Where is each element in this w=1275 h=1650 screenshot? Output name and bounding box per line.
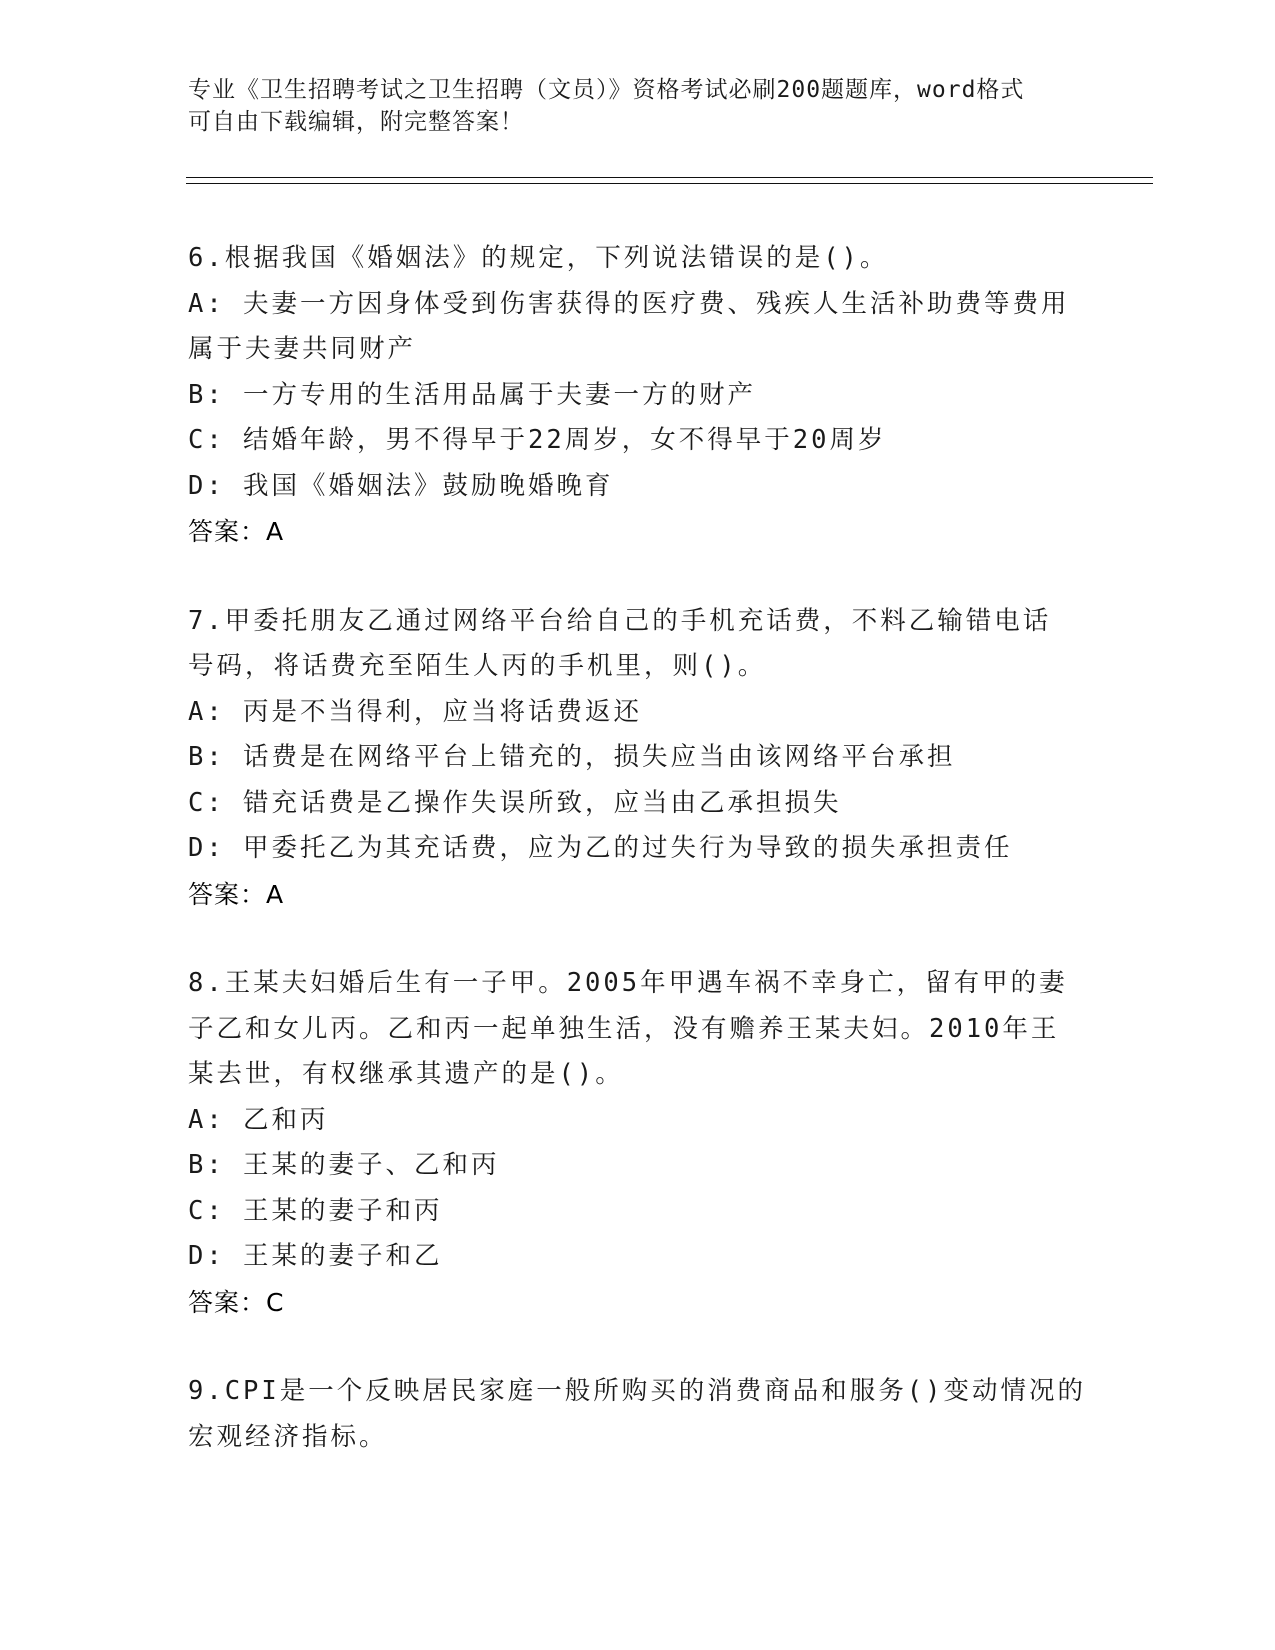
header-divider-top [186, 177, 1153, 178]
question-stem-continued: 号码，将话费充至陌生人丙的手机里，则()。 [188, 651, 767, 681]
option-b: B: 王某的妻子、乙和丙 [188, 1150, 500, 1180]
option-a: A: 夫妻一方因身体受到伤害获得的医疗费、残疾人生活补助费等费用 [188, 288, 1070, 319]
question-stem-continued: 某去世，有权继承其遗产的是()。 [188, 1059, 624, 1089]
option-a-continued: 属于夫妻共同财产 [188, 334, 417, 364]
answer-label: 答案：C [188, 1287, 285, 1317]
option-b: B: 一方专用的生活用品属于夫妻一方的财产 [188, 379, 757, 410]
answer-label: 答案：A [188, 517, 285, 546]
question-stem: 9.CPI是一个反映居民家庭一般所购买的消费商品和服务()变动情况的 [188, 1376, 1086, 1406]
question-stem-continued: 子乙和女儿丙。乙和丙一起单独生活，没有赡养王某夫妇。2010年王 [188, 1013, 1060, 1044]
option-d: D: 我国《婚姻法》鼓励晚婚晚育 [188, 470, 614, 501]
header-line-2: 可自由下载编辑，附完整答案！ [188, 109, 524, 135]
question-stem: 7.甲委托朋友乙通过网络平台给自己的手机充话费，不料乙输错电话 [188, 605, 1052, 636]
option-a: A: 乙和丙 [188, 1104, 329, 1135]
option-b: B: 话费是在网络平台上错充的，损失应当由该网络平台承担 [188, 742, 956, 772]
option-c: C: 错充话费是乙操作失误所致，应当由乙承担损失 [188, 787, 842, 818]
document-header [188, 74, 1068, 138]
question-stem: 8.王某夫妇婚后生有一子甲。2005年甲遇车祸不幸身亡，留有甲的妻 [188, 968, 1068, 998]
header-divider-bottom [186, 183, 1153, 184]
option-c: C: 结婚年龄，男不得早于22周岁，女不得早于20周岁 [188, 425, 887, 455]
question-8 [188, 961, 1088, 1325]
question-stem-continued: 宏观经济指标。 [188, 1421, 388, 1452]
question-7 [188, 599, 1088, 918]
option-d: D: 王某的妻子和乙 [188, 1241, 443, 1271]
question-6 [188, 236, 1088, 555]
header-line-1: 专业《卫生招聘考试之卫生招聘（文员）》资格考试必刷200题题库，word格式 [188, 77, 1025, 103]
option-d: D: 甲委托乙为其充话费，应为乙的过失行为导致的损失承担责任 [188, 833, 1013, 863]
question-9 [188, 1369, 1088, 1460]
option-a: A: 丙是不当得利，应当将话费返还 [188, 696, 643, 727]
question-stem: 6.根据我国《婚姻法》的规定，下列说法错误的是()。 [188, 243, 889, 273]
question-list [188, 236, 1088, 1460]
option-c: C: 王某的妻子和丙 [188, 1195, 443, 1226]
answer-label: 答案：A [188, 879, 285, 909]
